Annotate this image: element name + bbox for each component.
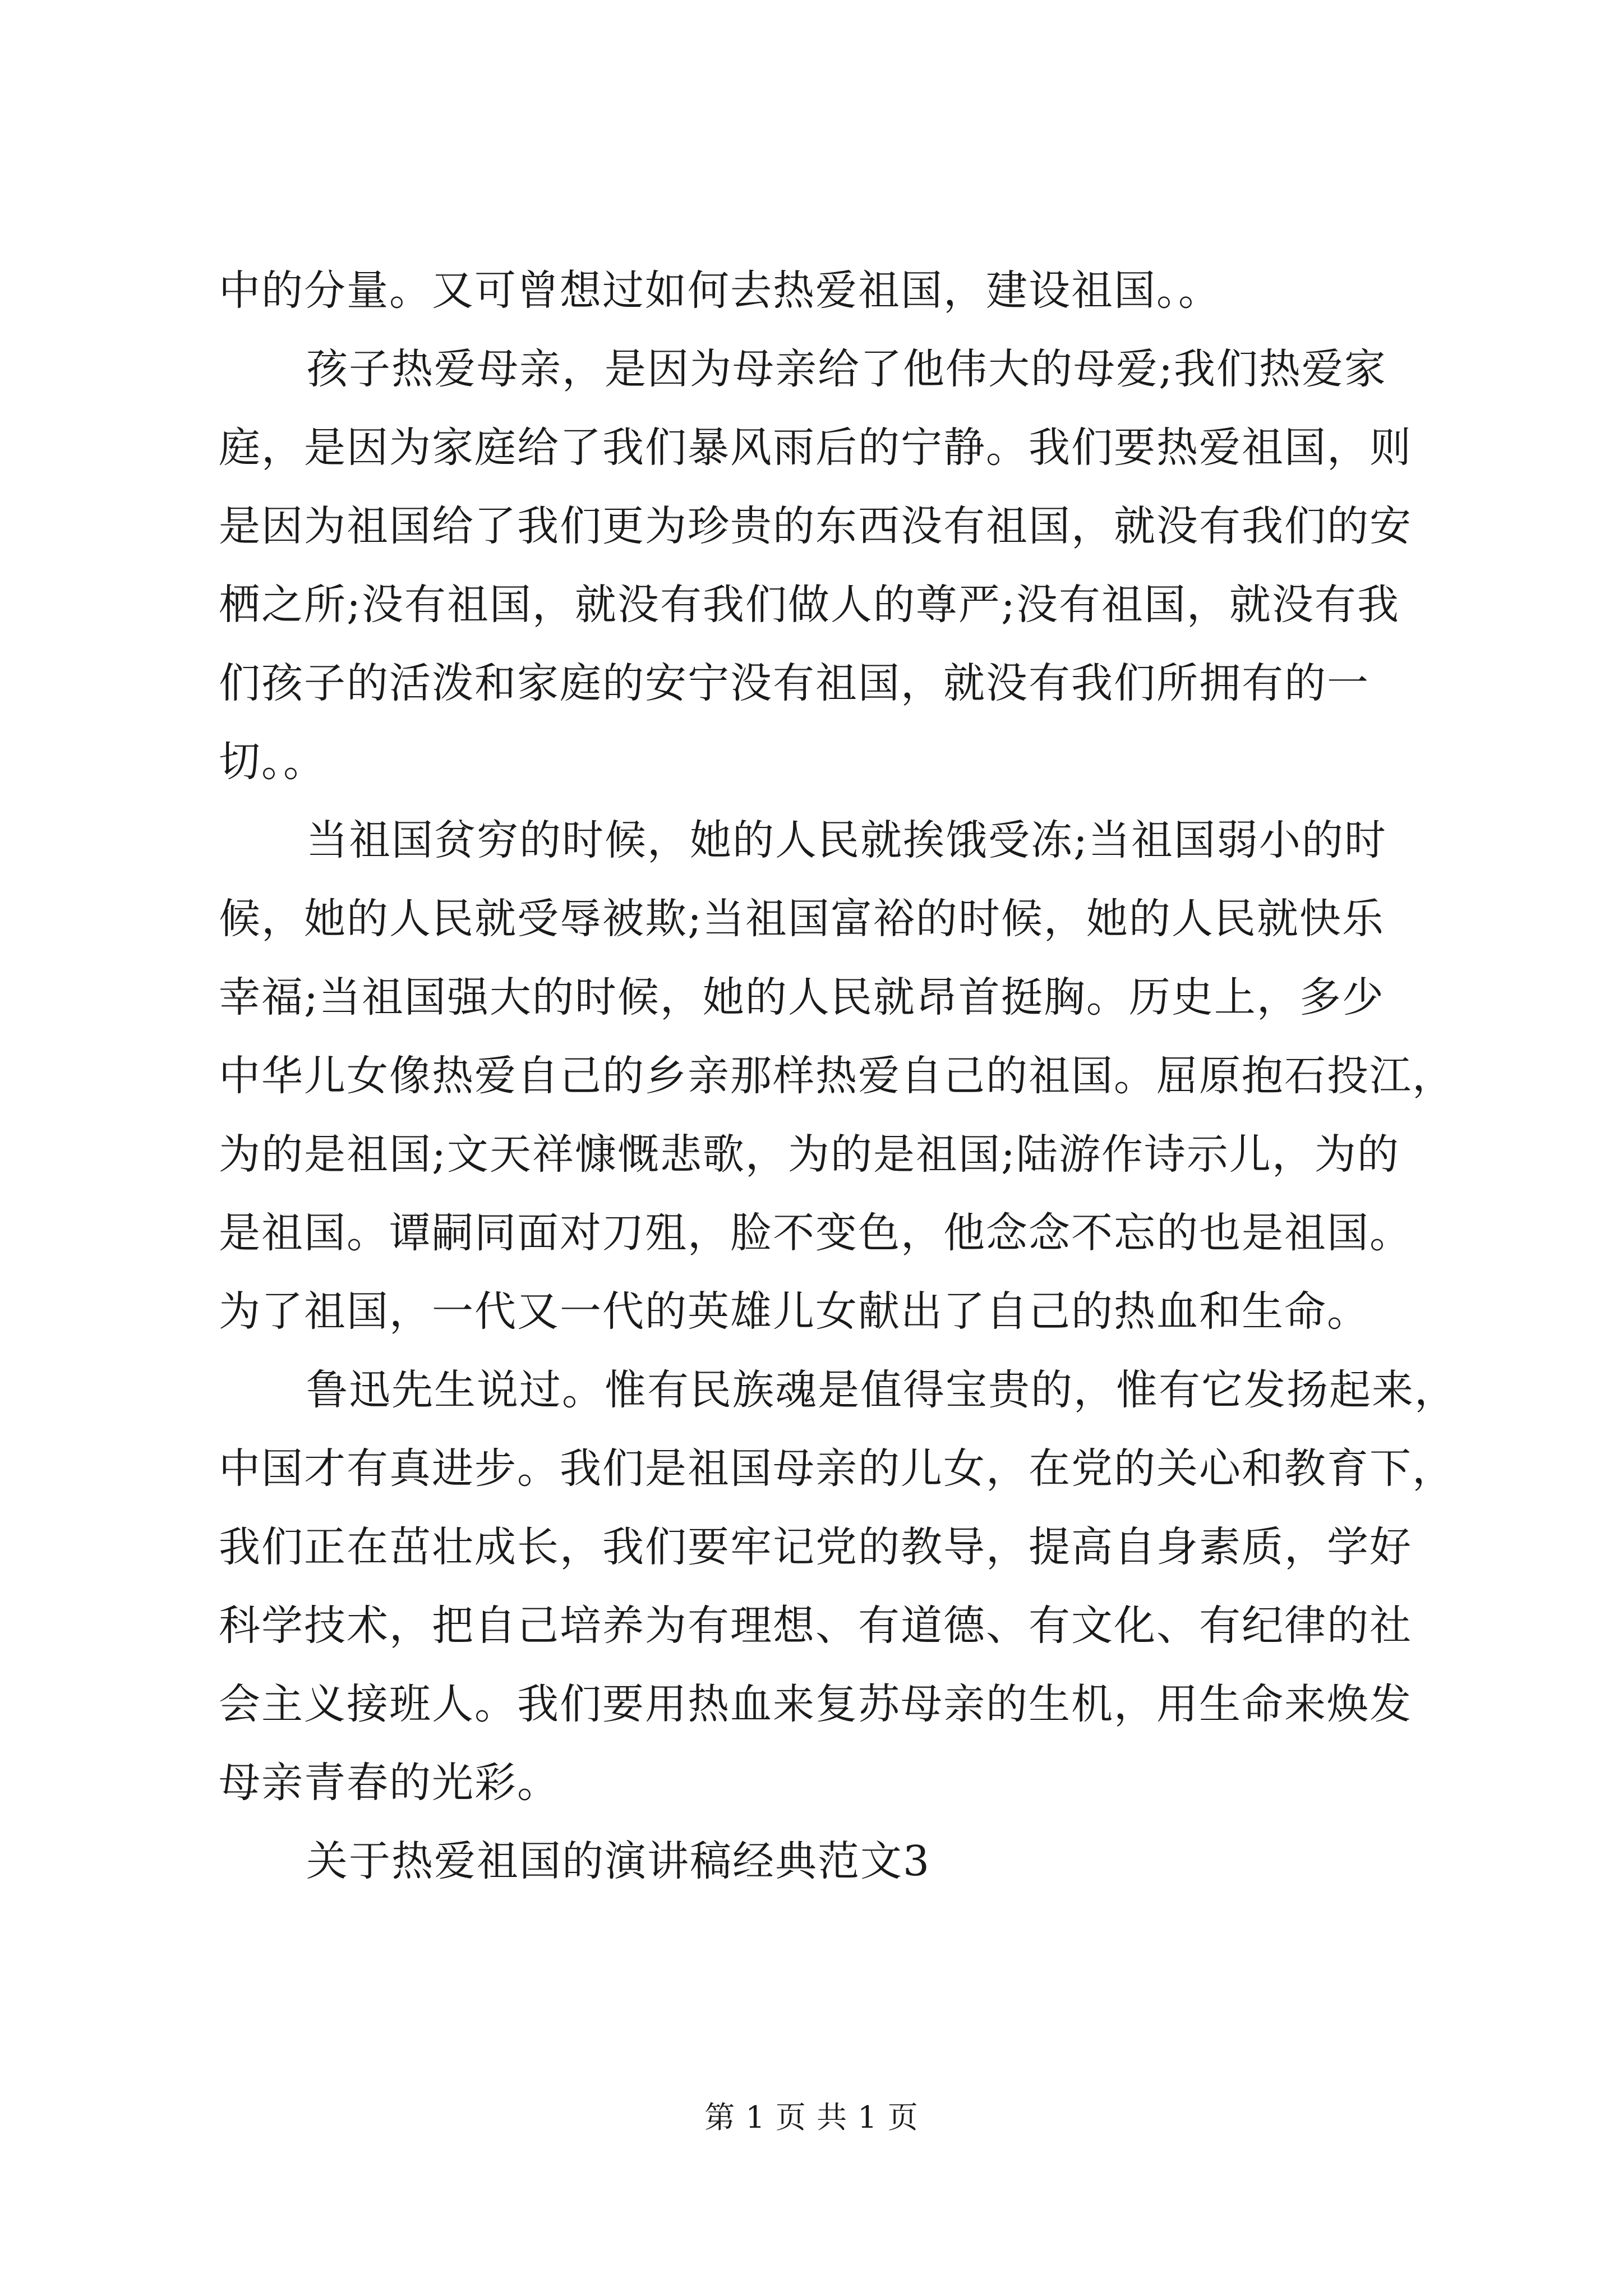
paragraph <box>219 251 1424 330</box>
text-line: 孩子热爱母亲，是因为母亲给了他伟大的母爱;我们热爱家 <box>306 345 1387 393</box>
text-line: 们孩子的活泼和家庭的安宁没有祖国，就没有我们所拥有的一 <box>219 659 1370 707</box>
text-line: 会主义接班人。我们要用热血来复苏母亲的生机，用生命来焕发 <box>219 1680 1412 1728</box>
text-line: 科学技术，把自己培养为有理想、有道德、有文化、有纪律的社 <box>219 1602 1412 1650</box>
text-line: 中华儿女像热爱自己的乡亲那样热爱自己的祖国。屈原抱石投江， <box>219 1052 1455 1100</box>
paragraph <box>219 330 1424 801</box>
text-line: 栖之所;没有祖国，就没有我们做人的尊严;没有祖国，就没有我 <box>219 581 1400 629</box>
text-line: 是因为祖国给了我们更为珍贵的东西没有祖国，就没有我们的安 <box>219 502 1412 550</box>
text-line: 鲁迅先生说过。惟有民族魂是值得宝贵的，惟有它发扬起来， <box>306 1366 1457 1414</box>
page-footer <box>0 2098 1623 2137</box>
text-line: 当祖国贫穷的时候，她的人民就挨饿受冻;当祖国弱小的时 <box>306 816 1387 864</box>
text-line: 我们正在茁壮成长，我们要牢记党的教导，提高自身素质，学好 <box>219 1523 1412 1571</box>
text-line: 是祖国。谭嗣同面对刀殂，脸不变色，他念念不忘的也是祖国。 <box>219 1209 1412 1257</box>
section-heading: 关于热爱祖国的演讲稿经典范文3 <box>306 1837 931 1885</box>
text-line: 切。。 <box>219 738 326 786</box>
text-line: 庭，是因为家庭给了我们暴风雨后的宁静。我们要热爱祖国，则 <box>219 424 1412 472</box>
text-line: 中国才有真进步。我们是祖国母亲的儿女，在党的关心和教育下， <box>219 1444 1455 1493</box>
text-line: 为了祖国，一代又一代的英雄儿女献出了自己的热血和生命。 <box>219 1287 1370 1336</box>
page-number: 第 1 页 共 1 页 <box>704 2100 919 2135</box>
document-body <box>219 251 1457 1901</box>
text-line: 候，她的人民就受辱被欺;当祖国富裕的时候，她的人民就快乐 <box>219 895 1385 943</box>
text-line: 母亲青春的光彩。 <box>219 1759 560 1807</box>
text-line: 为的是祖国;文天祥慷慨悲歌，为的是祖国;陆游作诗示儿，为的 <box>219 1130 1400 1179</box>
text-line: 中的分量。又可曾想过如何去热爱祖国，建设祖国。。 <box>219 266 1221 315</box>
text-line: 幸福;当祖国强大的时候，她的人民就昂首挺胸。历史上，多少 <box>219 973 1385 1022</box>
paragraph <box>219 801 1455 1351</box>
paragraph <box>219 1351 1457 1822</box>
